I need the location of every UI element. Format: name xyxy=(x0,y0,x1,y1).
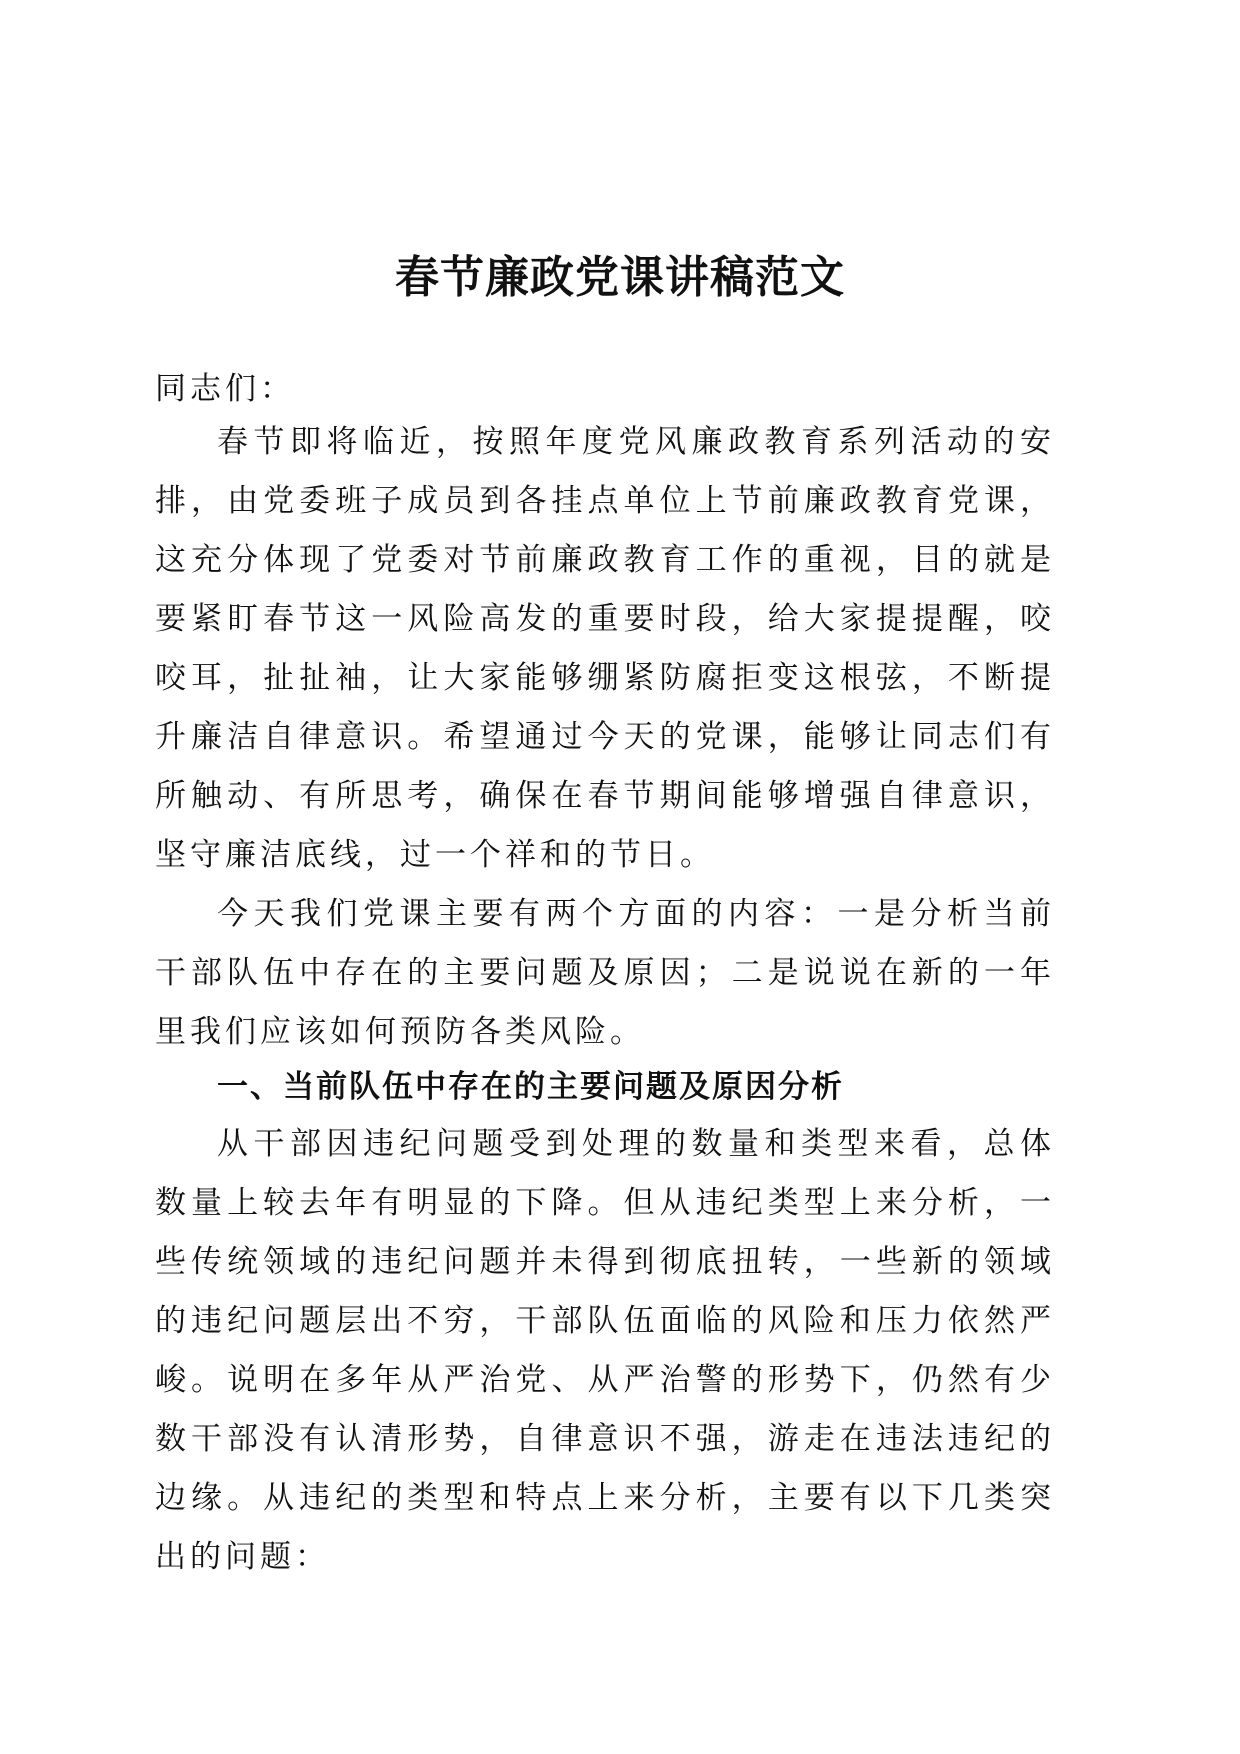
document-title: 春节廉政党课讲稿范文 xyxy=(395,252,845,303)
section-heading-1: 一、当前队伍中存在的主要问题及原因分析 xyxy=(217,1069,844,1105)
greeting: 同志们： xyxy=(155,371,295,407)
paragraph-section-1: 从干部因违纪问题受到处理的数量和类型来看，总体数量上较去年有明显的下降。但从违纪类型上来分析，一些传统领域的违纪问题并未得到彻底扭转，一些新的领域的违纪问题层出不穷，干部队伍面临的风险和压力依然严峻。说明在多年从严治党、从严治警的形势下，仍然有少数干部没有认清形势，自律意识不强，游走在违法违纪的边缘。从违纪的类型和特点上来分析，主要有以下几类突出的问题： xyxy=(155,1126,1055,1575)
paragraph-intro: 春节即将临近，按照年度党风廉政教育系列活动的安排，由党委班子成员到各挂点单位上节前廉政教育党课，这充分体现了党委对节前廉政教育工作的重视，目的就是要紧盯春节这一风险高发的重要时段，给大家提提醒，咬咬耳，扯扯袖，让大家能够绷紧防腐拒变这根弦，不断提升廉洁自律意识。希望通过今天的党课，能够让同志们有所触动、有所思考，确保在春节期间能够增强自律意识，坚守廉洁底线，过一个祥和的节日。 xyxy=(155,424,1055,873)
paragraph-agenda: 今天我们党课主要有两个方面的内容：一是分析当前干部队伍中存在的主要问题及原因；二是说说在新的一年里我们应该如何预防各类风险。 xyxy=(155,896,1055,1050)
